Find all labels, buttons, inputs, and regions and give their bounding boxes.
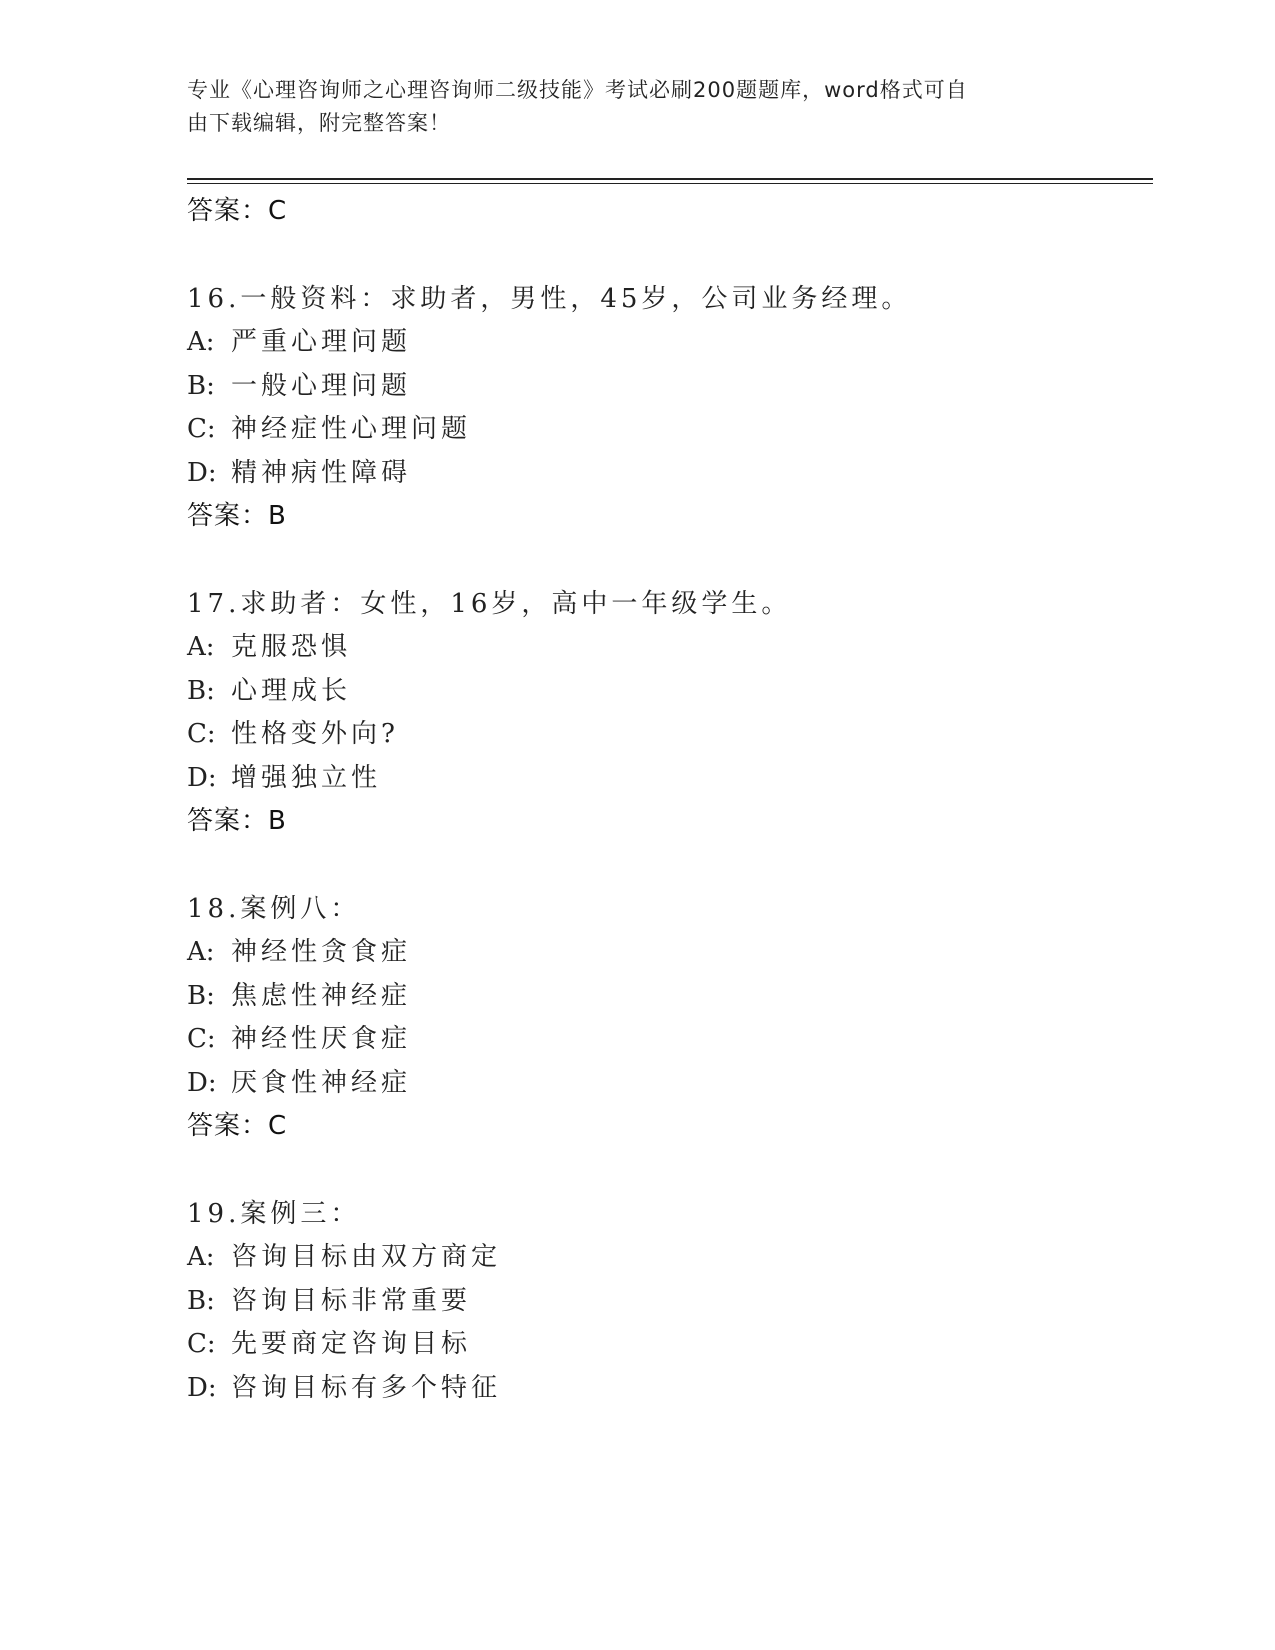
- option-text: 增强独立性: [231, 763, 382, 793]
- option-letter: A:: [187, 327, 215, 357]
- option-text: 心理成长: [231, 676, 352, 706]
- option-text: 咨询目标非常重要: [231, 1286, 472, 1316]
- header-line-2: 由下载编辑，附完整答案！: [187, 111, 451, 135]
- option-text: 神经性贪食症: [231, 937, 412, 967]
- option-18-c: [187, 1018, 411, 1055]
- option-text: 神经症性心理问题: [231, 414, 472, 444]
- option-19-c: [187, 1323, 471, 1360]
- option-18-a: [187, 931, 411, 968]
- option-text: 厌食性神经症: [231, 1068, 412, 1098]
- option-19-a: [187, 1236, 501, 1273]
- option-text: 咨询目标有多个特征: [231, 1373, 502, 1403]
- option-letter: A:: [187, 632, 215, 662]
- option-text: 一般心理问题: [231, 371, 412, 401]
- option-letter: C:: [187, 1329, 216, 1359]
- answer-label: 答案：: [187, 196, 269, 226]
- answer-label: 答案：: [187, 501, 269, 531]
- option-letter: C:: [187, 719, 216, 749]
- option-16-c: [187, 408, 471, 445]
- answer-line-16: [187, 495, 287, 532]
- answer-value: C: [268, 1111, 288, 1141]
- option-16-d: [187, 452, 411, 489]
- option-letter: D:: [187, 1373, 217, 1403]
- option-text: 先要商定咨询目标: [231, 1329, 472, 1359]
- option-17-c: [187, 713, 399, 750]
- question-stem-17: 17.求助者：女性，16岁，高中一年级学生。: [187, 589, 792, 619]
- option-18-b: [187, 975, 411, 1012]
- option-letter: D:: [187, 458, 217, 488]
- answer-label: 答案：: [187, 1111, 269, 1141]
- answer-line-15: [187, 190, 287, 227]
- question-stem-16: 16.一般资料：求助者，男性，45岁，公司业务经理。: [187, 284, 912, 314]
- option-17-b: [187, 670, 351, 707]
- answer-value: C: [268, 196, 288, 226]
- header-line-1: 专业《心理咨询师之心理咨询师二级技能》考试必刷200题题库，word格式可自: [187, 78, 968, 102]
- option-letter: B:: [187, 981, 215, 1011]
- option-19-d: [187, 1367, 501, 1404]
- option-text: 严重心理问题: [231, 327, 412, 357]
- option-text: 精神病性障碍: [231, 458, 412, 488]
- option-letter: B:: [187, 371, 215, 401]
- option-16-a: [187, 321, 411, 358]
- option-text: 性格变外向?: [231, 719, 399, 749]
- answer-value: B: [268, 806, 287, 836]
- option-letter: C:: [187, 1024, 216, 1054]
- option-letter: A:: [187, 937, 215, 967]
- answer-line-18: [187, 1105, 287, 1142]
- option-16-b: [187, 365, 411, 402]
- answer-line-17: [187, 800, 287, 837]
- option-19-b: [187, 1280, 471, 1317]
- answer-label: 答案：: [187, 806, 269, 836]
- option-17-d: [187, 757, 381, 794]
- question-stem-18: 18.案例八：: [187, 894, 361, 924]
- header-rule: [187, 178, 1153, 180]
- option-text: 焦虑性神经症: [231, 981, 412, 1011]
- option-17-a: [187, 626, 351, 663]
- option-text: 克服恐惧: [231, 632, 352, 662]
- option-letter: A:: [187, 1242, 215, 1272]
- option-text: 咨询目标由双方商定: [231, 1242, 502, 1272]
- option-letter: B:: [187, 676, 215, 706]
- option-letter: D:: [187, 763, 217, 793]
- header-rule-thin: [187, 183, 1153, 184]
- question-stem-19: 19.案例三：: [187, 1199, 361, 1229]
- option-letter: C:: [187, 414, 216, 444]
- option-text: 神经性厌食症: [231, 1024, 412, 1054]
- answer-value: B: [268, 501, 287, 531]
- document-header: [187, 74, 1067, 140]
- option-letter: B:: [187, 1286, 215, 1316]
- option-18-d: [187, 1062, 411, 1099]
- option-letter: D:: [187, 1068, 217, 1098]
